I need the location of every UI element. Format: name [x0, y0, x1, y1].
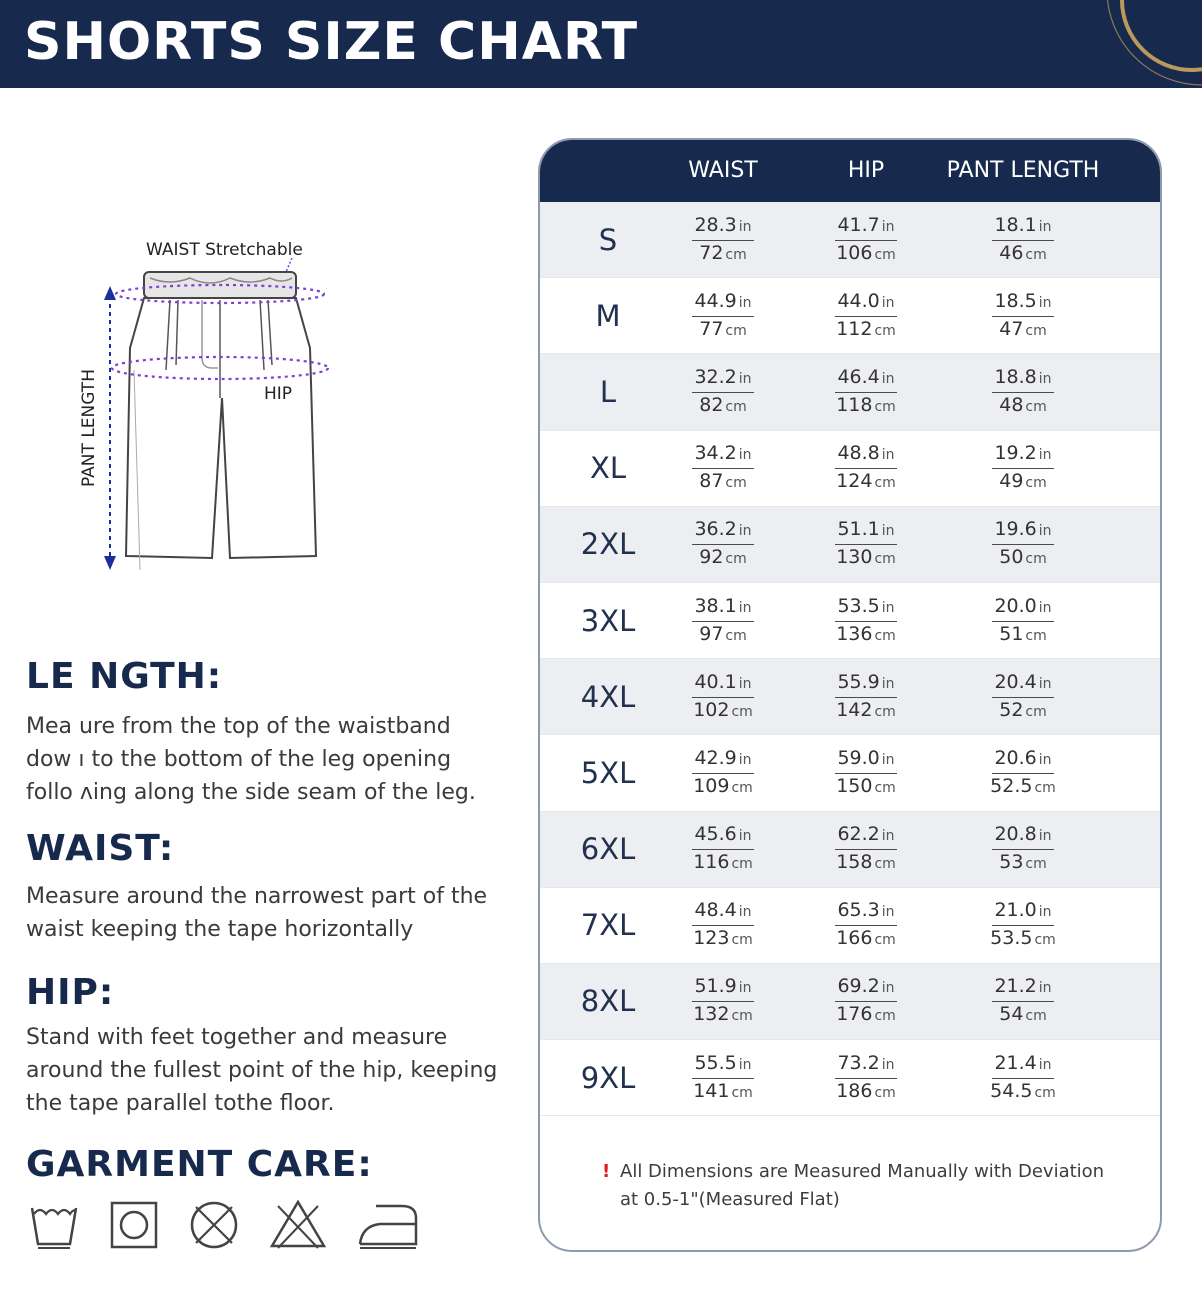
hip-inches: 73.2 in — [835, 1051, 896, 1079]
waist-heading: WAIST: — [26, 828, 175, 869]
table-row — [540, 1040, 1160, 1116]
size-table — [538, 138, 1162, 1252]
size-label: 2XL — [580, 527, 636, 562]
hip-centimeters: 166 cm — [836, 927, 896, 950]
len-inches: 19.6 in — [992, 517, 1053, 545]
hip-line: the tape parallel tothe floor. — [26, 1091, 335, 1116]
table-row — [540, 659, 1160, 735]
waist-inches: 48.4 in — [692, 898, 753, 926]
length-heading: LE NGTH: — [26, 656, 223, 697]
len-cell — [968, 594, 1078, 648]
len-inches: 20.0 in — [992, 594, 1053, 622]
waist-centimeters: 87 cm — [699, 470, 747, 493]
care-icons-row — [28, 1198, 420, 1250]
size-label: 9XL — [580, 1060, 636, 1095]
len-cell — [968, 441, 1078, 495]
table-body — [540, 202, 1160, 1116]
len-centimeters: 51 cm — [999, 622, 1047, 645]
table-row — [540, 964, 1160, 1040]
table-row — [540, 278, 1160, 354]
len-centimeters: 50 cm — [999, 546, 1047, 569]
waist-cell — [668, 974, 778, 1028]
shorts-illustration — [70, 230, 350, 585]
size-label: 3XL — [580, 603, 636, 638]
size-label: M — [595, 298, 621, 333]
waist-inches: 28.3 in — [692, 213, 753, 241]
hip-description — [26, 1021, 496, 1120]
len-inches: 20.4 in — [992, 670, 1053, 698]
waist-inches: 51.9 in — [692, 974, 753, 1002]
page-title: SHORTS SIZE CHART — [24, 12, 639, 72]
table-row — [540, 735, 1160, 811]
size-label: L — [599, 374, 617, 409]
hip-label: HIP — [264, 384, 293, 404]
waist-description — [26, 880, 496, 946]
table-row — [540, 888, 1160, 964]
length-description — [26, 710, 496, 809]
garment-care-heading: GARMENT CARE: — [26, 1144, 373, 1185]
len-inches: 18.5 in — [992, 289, 1053, 317]
waist-centimeters: 109 cm — [693, 774, 753, 797]
waist-centimeters: 132 cm — [693, 1003, 753, 1026]
hip-centimeters: 112 cm — [836, 317, 896, 340]
len-inches: 19.2 in — [992, 441, 1053, 469]
hip-line: around the fullest point of the hip, keeping — [26, 1058, 498, 1083]
waist-line: Measure around the narrowest part of the — [26, 884, 488, 909]
hip-centimeters: 186 cm — [836, 1079, 896, 1102]
hip-inches: 53.5 in — [835, 594, 896, 622]
hip-inches: 55.9 in — [835, 670, 896, 698]
waist-centimeters: 72 cm — [699, 241, 747, 264]
waist-cell — [668, 746, 778, 800]
hip-heading: HIP: — [26, 972, 115, 1013]
waist-inches: 32.2 in — [692, 365, 753, 393]
hip-inches: 59.0 in — [835, 746, 896, 774]
waist-inches: 42.9 in — [692, 746, 753, 774]
hip-inches: 44.0 in — [835, 289, 896, 317]
size-label: 6XL — [580, 832, 636, 867]
size-label: XL — [589, 451, 627, 486]
waist-inches: 45.6 in — [692, 822, 753, 850]
len-inches: 21.4 in — [992, 1051, 1053, 1079]
size-label: 8XL — [580, 984, 636, 1019]
table-row — [540, 202, 1160, 278]
size-label: 7XL — [580, 908, 636, 943]
len-cell — [968, 365, 1078, 419]
shorts-drawing-icon — [70, 230, 350, 580]
hip-cell — [811, 898, 921, 952]
hip-inches: 69.2 in — [835, 974, 896, 1002]
len-centimeters: 53.5 cm — [990, 927, 1056, 950]
len-cell — [968, 213, 1078, 267]
table-row — [540, 431, 1160, 507]
tumble-dry-icon — [108, 1198, 160, 1250]
header-banner — [0, 0, 1202, 88]
hip-inches: 62.2 in — [835, 822, 896, 850]
len-centimeters: 48 cm — [999, 393, 1047, 416]
waist-inches: 40.1 in — [692, 670, 753, 698]
wash-tub-icon — [28, 1198, 80, 1250]
waist-line: waist keeping the tape horizontally — [26, 917, 414, 942]
hip-centimeters: 124 cm — [836, 470, 896, 493]
length-line: follo ʌing along the side seam of the leg. — [26, 780, 476, 805]
waist-inches: 38.1 in — [692, 594, 753, 622]
hip-cell — [811, 822, 921, 876]
hip-centimeters: 118 cm — [836, 393, 896, 416]
waist-inches: 34.2 in — [692, 441, 753, 469]
waist-cell — [668, 441, 778, 495]
waist-cell — [668, 1051, 778, 1105]
len-cell — [968, 746, 1078, 800]
len-cell — [968, 1051, 1078, 1105]
hip-centimeters: 176 cm — [836, 1003, 896, 1026]
table-row — [540, 583, 1160, 659]
hip-cell — [811, 746, 921, 800]
waist-cell — [668, 898, 778, 952]
waist-centimeters: 123 cm — [693, 927, 753, 950]
waist-stretchable-label: WAIST Stretchable — [146, 240, 303, 260]
len-centimeters: 54.5 cm — [990, 1079, 1056, 1102]
hip-cell — [811, 670, 921, 724]
hip-cell — [811, 517, 921, 571]
waist-inches: 55.5 in — [692, 1051, 753, 1079]
waist-cell — [668, 365, 778, 419]
hip-cell — [811, 1051, 921, 1105]
length-line: dow ı to the bottom of the leg opening — [26, 747, 452, 772]
header-pant-length: PANT LENGTH — [946, 158, 1100, 183]
hip-line: Stand with feet together and measure — [26, 1025, 448, 1050]
waist-cell — [668, 289, 778, 343]
waist-cell — [668, 594, 778, 648]
len-centimeters: 54 cm — [999, 1003, 1047, 1026]
table-row — [540, 354, 1160, 430]
size-label: 4XL — [580, 679, 636, 714]
waist-centimeters: 82 cm — [699, 393, 747, 416]
size-label: S — [598, 222, 618, 257]
size-label: 5XL — [580, 755, 636, 790]
waist-inches: 36.2 in — [692, 517, 753, 545]
hip-cell — [811, 365, 921, 419]
waist-cell — [668, 670, 778, 724]
hip-cell — [811, 213, 921, 267]
hip-inches: 41.7 in — [835, 213, 896, 241]
len-centimeters: 49 cm — [999, 470, 1047, 493]
hip-inches: 46.4 in — [835, 365, 896, 393]
len-inches: 20.8 in — [992, 822, 1053, 850]
table-row — [540, 812, 1160, 888]
hip-inches: 65.3 in — [835, 898, 896, 926]
deviation-note — [602, 1158, 1122, 1214]
waist-centimeters: 92 cm — [699, 546, 747, 569]
do-not-dry-clean-icon — [188, 1198, 240, 1250]
hip-cell — [811, 289, 921, 343]
hip-cell — [811, 974, 921, 1028]
table-header — [540, 140, 1160, 202]
waist-cell — [668, 517, 778, 571]
len-centimeters: 52.5 cm — [990, 774, 1056, 797]
hip-centimeters: 150 cm — [836, 774, 896, 797]
waist-centimeters: 77 cm — [699, 317, 747, 340]
len-inches: 21.0 in — [992, 898, 1053, 926]
length-line: Mea ure from the top of the waistband — [26, 714, 451, 739]
do-not-bleach-icon — [268, 1198, 328, 1250]
hip-cell — [811, 441, 921, 495]
hip-inches: 48.8 in — [835, 441, 896, 469]
len-cell — [968, 974, 1078, 1028]
len-cell — [968, 517, 1078, 571]
len-inches: 21.2 in — [992, 974, 1053, 1002]
table-row — [540, 507, 1160, 583]
note-line: at 0.5-1"(Measured Flat) — [620, 1189, 840, 1210]
waist-inches: 44.9 in — [692, 289, 753, 317]
header-waist: WAIST — [688, 158, 758, 183]
hip-cell — [811, 594, 921, 648]
len-cell — [968, 289, 1078, 343]
len-centimeters: 47 cm — [999, 317, 1047, 340]
gold-arc-decoration — [1052, 0, 1202, 88]
iron-icon — [356, 1198, 420, 1250]
len-inches: 18.1 in — [992, 213, 1053, 241]
waist-cell — [668, 213, 778, 267]
len-centimeters: 53 cm — [999, 851, 1047, 874]
pant-length-label: PANT LENGTH — [78, 369, 99, 487]
alert-icon: ! — [602, 1161, 611, 1182]
len-centimeters: 52 cm — [999, 698, 1047, 721]
len-inches: 18.8 in — [992, 365, 1053, 393]
hip-centimeters: 106 cm — [836, 241, 896, 264]
hip-centimeters: 130 cm — [836, 546, 896, 569]
len-centimeters: 46 cm — [999, 241, 1047, 264]
hip-centimeters: 136 cm — [836, 622, 896, 645]
note-line: All Dimensions are Measured Manually with Deviation — [620, 1161, 1105, 1182]
header-hip: HIP — [847, 158, 885, 183]
len-cell — [968, 898, 1078, 952]
len-cell — [968, 670, 1078, 724]
waist-centimeters: 102 cm — [693, 698, 753, 721]
waist-cell — [668, 822, 778, 876]
waist-centimeters: 116 cm — [693, 851, 753, 874]
len-cell — [968, 822, 1078, 876]
waist-centimeters: 141 cm — [693, 1079, 753, 1102]
waist-centimeters: 97 cm — [699, 622, 747, 645]
hip-inches: 51.1 in — [835, 517, 896, 545]
len-inches: 20.6 in — [992, 746, 1053, 774]
hip-centimeters: 142 cm — [836, 698, 896, 721]
hip-centimeters: 158 cm — [836, 851, 896, 874]
